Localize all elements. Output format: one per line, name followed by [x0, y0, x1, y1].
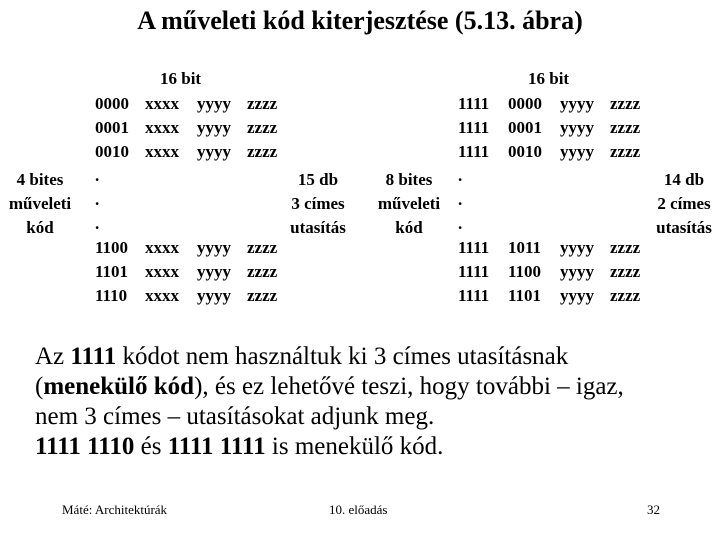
code-row: [458, 164, 655, 188]
code-row: [95, 260, 292, 284]
code-cell: zzzz: [247, 286, 278, 305]
code-cell: 1111: [458, 94, 490, 113]
code-row: [458, 188, 655, 212]
paragraph-line: [35, 342, 624, 372]
code-cell: .: [458, 214, 463, 233]
explanation-paragraph: [35, 342, 624, 462]
left-table-header: 16 bit: [160, 69, 202, 88]
bold-span: 1111 1110: [35, 433, 135, 460]
text-span: Az: [35, 343, 71, 370]
code-row: [95, 212, 292, 236]
code-cell: 1100: [508, 262, 542, 281]
right-side-label-line: 8 bites: [385, 170, 433, 189]
code-cell: .: [95, 214, 100, 233]
text-span: kódot nem használtuk ki 3 címes utasításnak: [116, 343, 569, 370]
code-cell: 1111: [458, 118, 490, 137]
right-count-label-line: utasítás: [656, 218, 712, 237]
paragraph-line: [35, 432, 624, 462]
left-count-label-line: 3 címes: [291, 194, 345, 213]
text-span: is menekülő kód.: [265, 433, 444, 460]
code-cell: zzzz: [247, 118, 278, 137]
code-cell: 0010: [95, 142, 129, 161]
code-cell: yyyy: [560, 238, 594, 257]
code-row: [458, 92, 655, 116]
code-row: [95, 140, 292, 164]
code-row: [458, 236, 655, 260]
right-side-label-line: kód: [395, 218, 423, 237]
code-row: [458, 284, 655, 308]
code-cell: 0001: [95, 118, 129, 137]
code-cell: yyyy: [197, 286, 231, 305]
right-side-label-line: műveleti: [377, 194, 441, 213]
bold-span: 1111 1111: [167, 433, 266, 460]
code-cell: xxxx: [145, 262, 179, 281]
left-side-label-line: kód: [26, 218, 54, 237]
code-row: [95, 92, 292, 116]
code-cell: 1101: [95, 262, 129, 281]
code-cell: 0000: [508, 94, 542, 113]
code-cell: .: [95, 190, 100, 209]
right-count-label-line: 2 címes: [657, 194, 711, 213]
footer-page-number: 32: [647, 502, 660, 517]
left-side-label: [2, 168, 78, 240]
code-cell: yyyy: [560, 286, 594, 305]
code-row: [95, 116, 292, 140]
paragraph-line: [35, 372, 624, 402]
code-cell: yyyy: [197, 94, 231, 113]
code-cell: zzzz: [610, 286, 641, 305]
left-count-label-line: utasítás: [290, 218, 346, 237]
code-cell: 1011: [508, 238, 542, 257]
code-cell: .: [458, 166, 463, 185]
code-row: [95, 284, 292, 308]
code-cell: 0010: [508, 142, 542, 161]
right-table-header: 16 bit: [528, 69, 570, 88]
code-cell: yyyy: [197, 118, 231, 137]
code-row: [95, 188, 292, 212]
left-count-label-line: 15 db: [297, 170, 339, 189]
code-cell: zzzz: [610, 94, 641, 113]
code-cell: .: [458, 190, 463, 209]
code-row: [458, 212, 655, 236]
code-row: [458, 140, 655, 164]
code-cell: yyyy: [560, 142, 594, 161]
bold-span: 1111: [70, 343, 117, 370]
left-side-label-line: műveleti: [8, 194, 72, 213]
code-cell: 1111: [458, 286, 490, 305]
code-cell: 0001: [508, 118, 542, 137]
code-cell: zzzz: [610, 262, 641, 281]
code-cell: yyyy: [560, 262, 594, 281]
left-code-table: [95, 92, 292, 308]
code-cell: zzzz: [247, 238, 278, 257]
code-cell: xxxx: [145, 238, 179, 257]
code-cell: yyyy: [560, 118, 594, 137]
paragraph-line: nem 3 címes – utasításokat adjunk meg.: [35, 403, 435, 430]
code-cell: 1110: [95, 286, 128, 305]
code-cell: zzzz: [247, 94, 278, 113]
code-cell: xxxx: [145, 118, 179, 137]
code-cell: 1111: [458, 142, 490, 161]
right-code-table: [458, 92, 655, 308]
slide-title: A műveleti kód kiterjesztése (5.13. ábra): [137, 6, 583, 35]
code-cell: 1100: [95, 238, 129, 257]
code-row: [458, 116, 655, 140]
code-row: [95, 236, 292, 260]
right-count-label-line: 14 db: [663, 170, 705, 189]
left-count-label: [282, 168, 354, 240]
code-cell: yyyy: [197, 262, 231, 281]
footer-lecture: 10. előadás: [329, 502, 388, 517]
left-side-label-line: 4 bites: [16, 170, 64, 189]
code-cell: zzzz: [247, 142, 278, 161]
code-cell: zzzz: [610, 142, 641, 161]
right-side-label: [366, 168, 452, 240]
text-span: (: [35, 373, 44, 400]
code-cell: zzzz: [610, 118, 641, 137]
code-cell: yyyy: [197, 142, 231, 161]
code-cell: zzzz: [247, 262, 278, 281]
code-cell: yyyy: [197, 238, 231, 257]
code-row: [458, 260, 655, 284]
code-cell: .: [95, 166, 100, 185]
code-cell: 1101: [508, 286, 542, 305]
code-cell: 1111: [458, 238, 490, 257]
footer-author: Máté: Architektúrák: [62, 502, 168, 517]
code-cell: yyyy: [560, 94, 594, 113]
code-cell: zzzz: [610, 238, 641, 257]
text-span: ), és ez lehetővé teszi, hogy további – igaz,: [194, 373, 624, 400]
code-cell: 1111: [458, 262, 490, 281]
bold-span: menekülő kód: [43, 373, 195, 400]
code-cell: 0000: [95, 94, 129, 113]
code-row: [95, 164, 292, 188]
text-span: és: [134, 433, 168, 460]
code-cell: xxxx: [145, 142, 179, 161]
code-cell: xxxx: [145, 286, 179, 305]
right-count-label: [648, 168, 720, 240]
code-cell: xxxx: [145, 94, 179, 113]
